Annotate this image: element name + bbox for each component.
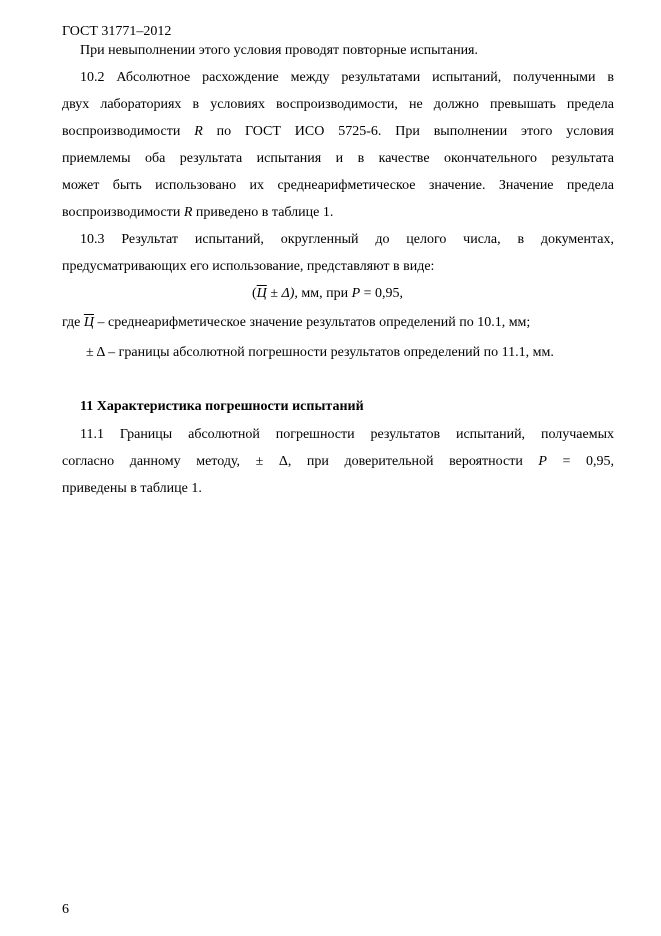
formula-mean-symbol: Ц (256, 286, 267, 301)
formula-p-symbol: P (351, 286, 361, 301)
paragraph-repeat-tests: При невыполнении этого условия проводят повторные испытания. (80, 43, 478, 58)
paragraph-10-2-line-5: может быть использовано их среднеарифметическое значение. Значение предела (62, 178, 614, 193)
paragraph-11-1-line-1: 11.1 Границы абсолютной погрешности результатов испытаний, получаемых (80, 427, 614, 442)
text-segment: = 0,95, (546, 454, 614, 469)
formula (252, 285, 403, 303)
paragraph-10-2-line-3 (62, 123, 614, 141)
formula-open: ( (252, 286, 257, 301)
symbol-r: R (194, 124, 203, 139)
paragraph-10-2-line-6 (62, 204, 333, 222)
page-number: 6 (62, 902, 69, 917)
where-mean-symbol: Ц (83, 315, 95, 330)
text-segment: по ГОСТ ИСО 5725-6. При выполнении этого условия (202, 124, 614, 139)
paragraph-10-2-line-2: двух лабораториях в условиях воспроизводимости, не должно превышать предела (62, 97, 614, 112)
formula-value: = 0,95, (360, 286, 404, 301)
where-lead: где (62, 315, 84, 330)
paragraph-10-2-line-1: 10.2 Абсолютное расхождение между результатами испытаний, полученными в (80, 70, 614, 85)
text-segment: воспроизводимости (62, 124, 195, 139)
paragraph-10-3-line-2: предусматривающих его использование, представляют в виде: (62, 259, 435, 274)
document-header: ГОСТ 31771–2012 (62, 24, 172, 39)
paragraph-11-1-line-3: приведены в таблице 1. (62, 481, 202, 496)
text-segment: приведено в таблице 1. (192, 205, 334, 220)
where-mean-text: – среднеарифметическое значение результатов определений по 10.1, мм; (94, 315, 531, 330)
paragraph-10-3-line-1: 10.3 Результат испытаний, округленный до целого числа, в документах, (80, 232, 614, 247)
paragraph-11-1-line-2 (62, 453, 614, 471)
symbol-r: R (183, 205, 193, 220)
formula-units: мм, при (297, 286, 352, 301)
where-mean-definition (62, 314, 530, 332)
symbol-p: P (538, 454, 547, 469)
where-delta-definition: ± Δ – границы абсолютной погрешности результатов определений по 11.1, мм. (86, 345, 554, 360)
section-11-heading: 11 Характеристика погрешности испытаний (80, 399, 364, 414)
paragraph-10-2-line-4: приемлемы оба результата испытания и в качестве окончательного результата (62, 151, 614, 166)
text-segment: согласно данному методу, ± Δ, при доверительной вероятности (62, 454, 539, 469)
formula-plus-minus: ± Δ), (266, 286, 298, 301)
text-segment: воспроизводимости (62, 205, 184, 220)
